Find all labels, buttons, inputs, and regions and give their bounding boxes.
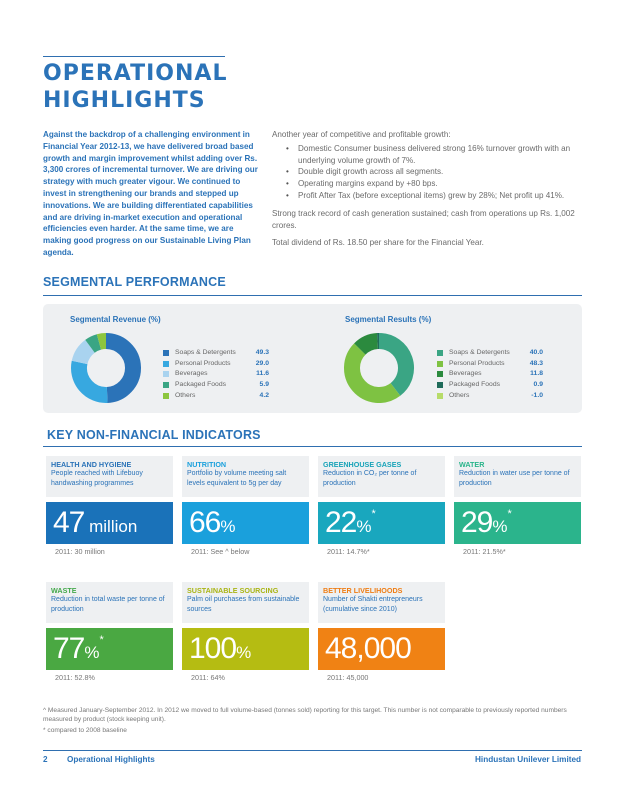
growth-bullet: • Double digit growth across all segments. <box>286 166 592 178</box>
footer-section-name: Operational Highlights <box>67 755 155 764</box>
kpi-card-greenhouse-gases <box>318 456 445 497</box>
kpi-value: 66 <box>189 506 221 539</box>
kpi-description: People reached with Lifebuoy handwashing programmes <box>51 470 143 487</box>
kpi-title: NUTRITION <box>187 460 227 469</box>
kpi-unit: million <box>84 517 138 536</box>
dividend-text: Total dividend of Rs. 18.50 per share for the Financial Year. <box>272 238 484 248</box>
revenue-slice-packaged-foods <box>90 342 99 346</box>
revenue-legend-value: 4.2 <box>259 391 269 399</box>
kpi-unit: % <box>492 517 508 536</box>
kpi-title: GREENHOUSE GASES <box>323 460 402 469</box>
kpi-comparison: 2011: See ^ below <box>191 547 250 556</box>
kpi-description: Reduction in water use per tonne of production <box>459 470 570 487</box>
results-legend-row <box>437 391 543 402</box>
kpi-description: Palm oil purchases from sustainable sources <box>187 596 300 613</box>
intro-paragraph: Against the backdrop of a challenging environment in Financial Year 2012-13, we have delivered broad based growth and margin improvement whilst adding over Rs. 3,300 crores of incremental turnover. We are driving our strategy with much greater vigour. We continued to invest in strengthening our brands and stepped up innovations. We are building differentiated capabilities and are driving in-market execution and operational efficiencies even harder. At the same time, we are making good progress on our Sustainable Living Plan agenda. <box>43 130 258 257</box>
kpi-card-nutrition <box>182 456 309 497</box>
results-legend-swatch <box>437 382 443 388</box>
results-legend-label: Soaps & Detergents <box>449 349 510 356</box>
results-slice-beverages <box>360 341 378 349</box>
kpi-title: HEALTH AND HYGIENE <box>51 460 132 469</box>
results-legend-swatch <box>437 350 443 356</box>
results-legend-value: 40.0 <box>529 349 543 356</box>
growth-lead: Another year of competitive and profitable growth: <box>272 130 451 139</box>
top-rule <box>43 56 225 57</box>
cash-generation-text: Strong track record of cash generation sustained; cash from operations up Rs. 1,002 crores. <box>272 208 575 230</box>
kpi-value: 48,000 <box>325 632 411 665</box>
kpi-card-waste <box>46 582 173 623</box>
revenue-legend-label: Personal Products <box>175 359 231 367</box>
revenue-slice-beverages <box>80 346 90 362</box>
footnote-measured: ^ Measured January-September 2012. In 2012 we moved to full volume-based (tonnes sold) reporting for this target. This number is not comparable to previously reported numbers measured by product (stock keeping unit). <box>43 707 567 723</box>
results-chart-label: Segmental Results (%) <box>345 315 432 324</box>
segmental-rule <box>43 295 582 296</box>
kpi-value-band <box>182 628 309 670</box>
results-legend-value: -1.0 <box>531 391 543 399</box>
kpi-description: Portfolio by volume meeting salt levels equivalent to 5g per day <box>187 470 287 487</box>
kpi-value-band <box>318 628 445 670</box>
results-slice-personal-products <box>352 349 395 395</box>
page-title <box>43 60 243 114</box>
growth-bullets <box>286 143 592 202</box>
results-legend-label: Others <box>449 391 470 399</box>
kpi-card-better-livelihoods <box>318 582 445 623</box>
results-legend-label: Beverages <box>449 370 482 378</box>
kpi-asterisk: * <box>99 634 104 646</box>
kpi-title: WASTE <box>51 586 77 595</box>
results-legend-swatch <box>437 393 443 399</box>
kpi-title: SUSTAINABLE SOURCING <box>187 586 279 595</box>
footer-rule <box>43 750 582 751</box>
kpi-comparison: 2011: 21.5%* <box>463 547 506 556</box>
results-legend-row <box>437 348 543 359</box>
revenue-legend-swatch <box>163 382 169 388</box>
results-legend-row <box>437 369 543 380</box>
revenue-legend-swatch <box>163 371 169 377</box>
kpi-asterisk: * <box>507 508 512 520</box>
growth-bullet: • Profit After Tax (before exceptional items) grew by 28%; Net profit up 41%. <box>286 190 592 202</box>
kpi-title: BETTER LIVELIHOODS <box>323 586 403 595</box>
footnote-baseline: * compared to 2008 baseline <box>43 727 127 734</box>
kpi-comparison: 2011: 64% <box>191 673 225 682</box>
footer-company-name: Hindustan Unilever Limited <box>475 755 581 764</box>
revenue-legend-row <box>163 359 269 370</box>
title-line-1: OPERATIONAL <box>43 61 228 86</box>
kpi-unit: % <box>220 517 236 536</box>
kpi-comparison: 2011: 30 million <box>55 547 105 556</box>
revenue-legend-swatch <box>163 361 169 367</box>
kpi-value: 22 <box>325 506 357 539</box>
kpi-card-water <box>454 456 581 497</box>
revenue-legend <box>163 348 269 401</box>
kpi-value: 29 <box>461 506 493 539</box>
revenue-donut-chart <box>70 332 142 404</box>
revenue-legend-swatch <box>163 350 169 356</box>
revenue-legend-row <box>163 369 269 380</box>
results-legend-label: Packaged Foods <box>449 381 501 389</box>
revenue-legend-value: 49.3 <box>255 349 269 356</box>
revenue-slice-soaps-detergents <box>106 341 133 395</box>
revenue-legend-value: 29.0 <box>255 359 269 367</box>
results-donut-chart <box>343 332 415 404</box>
growth-bullet: • Domestic Consumer business delivered strong 16% turnover growth with an underlying volume growth of 7%. <box>286 143 592 167</box>
results-legend-value: 11.8 <box>530 370 543 378</box>
revenue-legend-label: Beverages <box>175 370 208 378</box>
kpi-value-band <box>46 628 173 670</box>
revenue-legend-row <box>163 391 269 402</box>
revenue-legend-label: Soaps & Detergents <box>175 349 236 356</box>
results-legend <box>437 348 543 401</box>
revenue-legend-label: Others <box>175 391 196 399</box>
revenue-legend-value: 5.9 <box>259 381 269 389</box>
revenue-legend-value: 11.6 <box>256 370 269 378</box>
results-legend-row <box>437 380 543 391</box>
revenue-legend-swatch <box>163 393 169 399</box>
growth-bullet: • Operating margins expand by +80 bps. <box>286 178 592 190</box>
kpi-heading: KEY NON-FINANCIAL INDICATORS <box>47 428 261 442</box>
kpi-value-band <box>454 502 581 544</box>
kpi-value-band <box>46 502 173 544</box>
growth-summary <box>272 129 592 255</box>
kpi-rule <box>43 446 582 447</box>
revenue-chart-label: Segmental Revenue (%) <box>70 315 161 324</box>
kpi-description: Number of Shakti entrepreneurs (cumulative since 2010) <box>323 596 423 613</box>
results-legend-row <box>437 359 543 370</box>
kpi-value-band <box>182 502 309 544</box>
kpi-card-sustainable-sourcing <box>182 582 309 623</box>
results-legend-swatch <box>437 371 443 377</box>
kpi-title: WATER <box>459 460 485 469</box>
results-legend-value: 0.9 <box>533 381 543 389</box>
kpi-unit: % <box>236 643 252 662</box>
page-number: 2 <box>43 755 48 764</box>
revenue-legend-label: Packaged Foods <box>175 381 227 389</box>
segmental-heading: SEGMENTAL PERFORMANCE <box>43 275 226 289</box>
kpi-description: Reduction in total waste per tonne of production <box>51 596 165 613</box>
kpi-card-health-and-hygiene <box>46 456 173 497</box>
kpi-description: Reduction in CO₂ per tonne of production <box>323 470 417 487</box>
kpi-asterisk: * <box>371 508 376 520</box>
revenue-slice-personal-products <box>79 362 107 395</box>
kpi-comparison: 2011: 14.7%* <box>327 547 370 556</box>
kpi-value: 100 <box>189 632 237 665</box>
title-line-2: HIGHLIGHTS <box>43 88 206 113</box>
kpi-value: 77 <box>53 632 85 665</box>
revenue-legend-row <box>163 380 269 391</box>
kpi-unit: % <box>84 643 100 662</box>
kpi-value: 47 <box>53 506 85 539</box>
results-legend-swatch <box>437 361 443 367</box>
revenue-legend-row <box>163 348 269 359</box>
results-slice-soaps-detergents <box>379 341 406 389</box>
kpi-comparison: 2011: 52.8% <box>55 673 95 682</box>
results-legend-label: Personal Products <box>449 359 505 367</box>
kpi-comparison: 2011: 45,000 <box>327 673 369 682</box>
kpi-unit: % <box>356 517 372 536</box>
revenue-slice-others <box>99 341 106 342</box>
results-legend-value: 48.3 <box>529 359 543 367</box>
footnotes <box>43 706 583 737</box>
kpi-value-band <box>318 502 445 544</box>
